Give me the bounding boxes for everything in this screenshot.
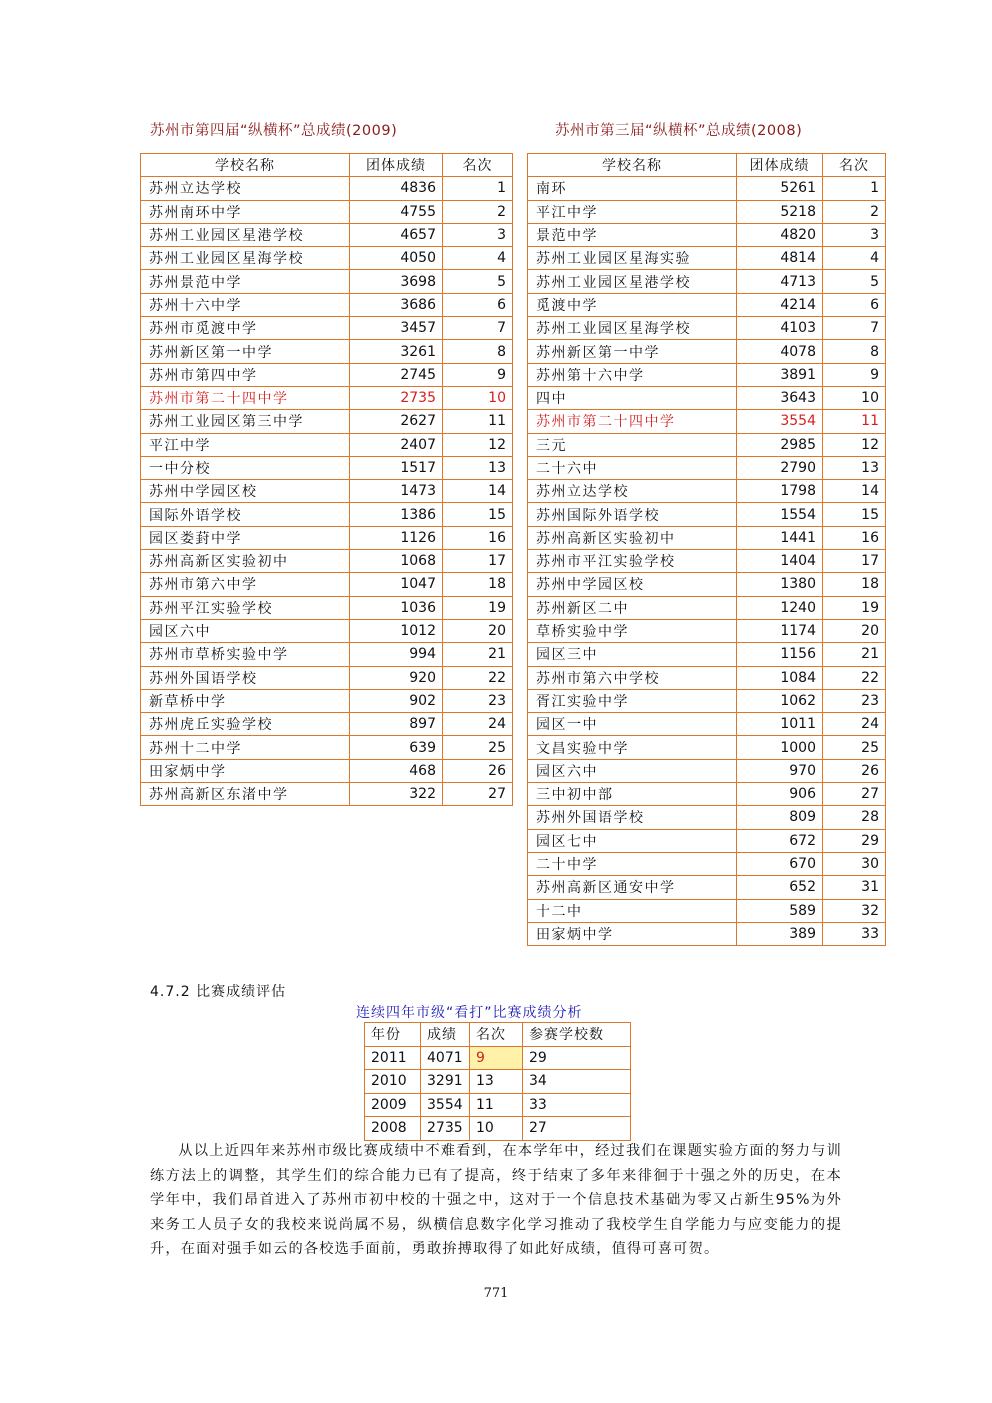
team-score-cell: 1798 bbox=[737, 480, 823, 503]
school-name-cell: 二十中学 bbox=[528, 852, 737, 875]
school-name-cell: 苏州中学园区校 bbox=[141, 480, 350, 503]
rank-cell: 15 bbox=[443, 503, 513, 526]
school-name-cell: 苏州国际外语学校 bbox=[528, 503, 737, 526]
school-name-cell: 苏州工业园区星海学校 bbox=[141, 247, 350, 270]
school-count-cell: 27 bbox=[523, 1117, 631, 1141]
school-name-cell: 苏州工业园区星港学校 bbox=[141, 223, 350, 246]
school-name-cell: 平江中学 bbox=[141, 433, 350, 456]
school-name-cell: 文昌实验中学 bbox=[528, 736, 737, 759]
team-score-cell: 1012 bbox=[350, 619, 443, 642]
table-2009-caption: 苏州市第四届“纵横杯”总成绩(2009) bbox=[150, 123, 398, 139]
school-name-cell: 觅渡中学 bbox=[528, 293, 737, 316]
school-name-cell: 园区六中 bbox=[141, 619, 350, 642]
rank-cell: 23 bbox=[443, 689, 513, 712]
rank-cell: 11 bbox=[470, 1093, 523, 1117]
team-score-cell: 4050 bbox=[350, 247, 443, 270]
rank-cell: 29 bbox=[823, 829, 886, 852]
rank-cell: 25 bbox=[823, 736, 886, 759]
rank-cell: 9 bbox=[470, 1046, 523, 1070]
school-name-cell: 景范中学 bbox=[528, 223, 737, 246]
team-score-cell: 4820 bbox=[737, 223, 823, 246]
rank-cell: 2 bbox=[443, 200, 513, 223]
school-name-cell: 苏州新区第一中学 bbox=[141, 340, 350, 363]
rank-cell: 20 bbox=[823, 619, 886, 642]
rank-cell: 10 bbox=[823, 386, 886, 409]
header-team-score: 团体成绩 bbox=[737, 154, 823, 177]
header-rank: 名次 bbox=[823, 154, 886, 177]
table-row bbox=[528, 456, 886, 479]
school-name-cell: 苏州高新区实验初中 bbox=[141, 550, 350, 573]
team-score-cell: 1174 bbox=[737, 619, 823, 642]
header-rank: 名次 bbox=[470, 1023, 523, 1047]
team-score-cell: 3891 bbox=[737, 363, 823, 386]
team-score-cell: 3698 bbox=[350, 270, 443, 293]
team-score-cell: 809 bbox=[737, 806, 823, 829]
year-cell: 2009 bbox=[365, 1093, 421, 1117]
team-score-cell: 4755 bbox=[350, 200, 443, 223]
rank-cell: 21 bbox=[823, 643, 886, 666]
table-2008-caption: 苏州市第三届“纵横杯”总成绩(2008) bbox=[555, 123, 803, 139]
table-row bbox=[141, 783, 513, 806]
team-score-cell: 4713 bbox=[737, 270, 823, 293]
rank-cell: 6 bbox=[443, 293, 513, 316]
school-name-cell: 胥江实验中学 bbox=[528, 689, 737, 712]
table-row bbox=[528, 200, 886, 223]
rank-cell: 1 bbox=[823, 177, 886, 200]
school-name-cell: 十二中 bbox=[528, 899, 737, 922]
header-rank: 名次 bbox=[443, 154, 513, 177]
table-row bbox=[141, 480, 513, 503]
table-row bbox=[528, 573, 886, 596]
team-score-cell: 1036 bbox=[350, 596, 443, 619]
team-score-cell: 3457 bbox=[350, 317, 443, 340]
rank-cell: 24 bbox=[823, 713, 886, 736]
team-score-cell: 2627 bbox=[350, 410, 443, 433]
rank-cell: 19 bbox=[443, 596, 513, 619]
rank-cell: 31 bbox=[823, 876, 886, 899]
table-row bbox=[141, 363, 513, 386]
rank-cell: 8 bbox=[443, 340, 513, 363]
table-row bbox=[141, 456, 513, 479]
header-school-name: 学校名称 bbox=[528, 154, 737, 177]
table-row bbox=[528, 643, 886, 666]
rank-cell: 1 bbox=[443, 177, 513, 200]
rank-cell: 9 bbox=[443, 363, 513, 386]
team-score-cell: 4814 bbox=[737, 247, 823, 270]
table-row bbox=[528, 899, 886, 922]
team-score-cell: 1380 bbox=[737, 573, 823, 596]
team-score-cell: 639 bbox=[350, 736, 443, 759]
score-cell: 2735 bbox=[421, 1117, 470, 1141]
table-row bbox=[141, 666, 513, 689]
rank-cell: 21 bbox=[443, 643, 513, 666]
rank-cell: 12 bbox=[443, 433, 513, 456]
team-score-cell: 5261 bbox=[737, 177, 823, 200]
team-score-cell: 670 bbox=[737, 852, 823, 875]
rank-cell: 7 bbox=[443, 317, 513, 340]
rank-cell: 22 bbox=[443, 666, 513, 689]
table-row bbox=[141, 177, 513, 200]
table-row bbox=[528, 363, 886, 386]
school-name-cell: 苏州外国语学校 bbox=[141, 666, 350, 689]
school-count-cell: 33 bbox=[523, 1093, 631, 1117]
school-name-cell: 草桥实验中学 bbox=[528, 619, 737, 642]
team-score-cell: 1554 bbox=[737, 503, 823, 526]
year-cell: 2008 bbox=[365, 1117, 421, 1141]
table-row bbox=[528, 340, 886, 363]
school-name-cell: 苏州新区第一中学 bbox=[528, 340, 737, 363]
school-name-cell: 苏州中学园区校 bbox=[528, 573, 737, 596]
school-name-cell: 苏州市第二十四中学 bbox=[141, 386, 350, 409]
rank-cell: 33 bbox=[823, 922, 886, 945]
rank-cell: 19 bbox=[823, 596, 886, 619]
table-row bbox=[528, 480, 886, 503]
team-score-cell: 1386 bbox=[350, 503, 443, 526]
school-name-cell: 苏州第十六中学 bbox=[528, 363, 737, 386]
summary-table bbox=[364, 1022, 631, 1141]
rank-cell: 13 bbox=[443, 456, 513, 479]
rank-cell: 16 bbox=[443, 526, 513, 549]
year-cell: 2010 bbox=[365, 1070, 421, 1094]
school-name-cell: 苏州市平江实验学校 bbox=[528, 550, 737, 573]
team-score-cell: 1404 bbox=[737, 550, 823, 573]
team-score-cell: 2735 bbox=[350, 386, 443, 409]
table-row bbox=[365, 1070, 631, 1094]
school-name-cell: 田家炳中学 bbox=[141, 759, 350, 782]
school-name-cell: 三中初中部 bbox=[528, 783, 737, 806]
table-row bbox=[141, 573, 513, 596]
rank-cell: 23 bbox=[823, 689, 886, 712]
table-row bbox=[528, 550, 886, 573]
header-school-name: 学校名称 bbox=[141, 154, 350, 177]
body-paragraph: 从以上近四年来苏州市级比赛成绩中不难看到，在本学年中，经过我们在课题实验方面的努力与训练方法上的调整，其学生们的综合能力已有了提高，终于结束了多年来徘徊于十强之外的历史，在本学年中，我们昂首进入了苏州市初中校的十强之中，这对于一个信息技术基础为零又占新生95%为外来务工人员子女的我校来说尚属不易，纵横信息数字化学习推动了我校学生自学能力与应变能力的提升，在面对强手如云的各校选手面前，勇敢拚搏取得了如此好成绩，值得可喜可贺。 bbox=[150, 1143, 842, 1257]
school-name-cell: 园区三中 bbox=[528, 643, 737, 666]
school-count-cell: 29 bbox=[523, 1046, 631, 1070]
score-cell: 3291 bbox=[421, 1070, 470, 1094]
school-name-cell: 苏州平江实验学校 bbox=[141, 596, 350, 619]
team-score-cell: 902 bbox=[350, 689, 443, 712]
team-score-cell: 1062 bbox=[737, 689, 823, 712]
rank-cell: 9 bbox=[823, 363, 886, 386]
team-score-cell: 2790 bbox=[737, 456, 823, 479]
table-row bbox=[141, 619, 513, 642]
table-row bbox=[528, 783, 886, 806]
team-score-cell: 1517 bbox=[350, 456, 443, 479]
table-row bbox=[528, 223, 886, 246]
table-row bbox=[528, 177, 886, 200]
school-name-cell: 苏州工业园区星海实验 bbox=[528, 247, 737, 270]
school-name-cell: 平江中学 bbox=[528, 200, 737, 223]
table-row bbox=[528, 666, 886, 689]
team-score-cell: 1068 bbox=[350, 550, 443, 573]
table-row bbox=[528, 410, 886, 433]
team-score-cell: 652 bbox=[737, 876, 823, 899]
school-name-cell: 苏州工业园区星海学校 bbox=[528, 317, 737, 340]
team-score-cell: 1011 bbox=[737, 713, 823, 736]
rank-cell: 5 bbox=[443, 270, 513, 293]
school-name-cell: 园区六中 bbox=[528, 759, 737, 782]
table-row bbox=[528, 806, 886, 829]
team-score-cell: 1240 bbox=[737, 596, 823, 619]
year-cell: 2011 bbox=[365, 1046, 421, 1070]
score-cell: 4071 bbox=[421, 1046, 470, 1070]
summary-table-caption: 连续四年市级“看打”比赛成绩分析 bbox=[356, 1005, 583, 1021]
table-row bbox=[528, 922, 886, 945]
table-row bbox=[528, 270, 886, 293]
table-row bbox=[141, 410, 513, 433]
team-score-cell: 920 bbox=[350, 666, 443, 689]
rank-cell: 11 bbox=[443, 410, 513, 433]
school-name-cell: 一中分校 bbox=[141, 456, 350, 479]
school-name-cell: 新草桥中学 bbox=[141, 689, 350, 712]
team-score-cell: 3643 bbox=[737, 386, 823, 409]
team-score-cell: 5218 bbox=[737, 200, 823, 223]
team-score-cell: 3554 bbox=[737, 410, 823, 433]
score-cell: 3554 bbox=[421, 1093, 470, 1117]
team-score-cell: 589 bbox=[737, 899, 823, 922]
school-name-cell: 四中 bbox=[528, 386, 737, 409]
team-score-cell: 3261 bbox=[350, 340, 443, 363]
rank-cell: 11 bbox=[823, 410, 886, 433]
school-name-cell: 苏州市草桥实验中学 bbox=[141, 643, 350, 666]
table-row bbox=[141, 736, 513, 759]
team-score-cell: 1126 bbox=[350, 526, 443, 549]
team-score-cell: 1156 bbox=[737, 643, 823, 666]
rank-cell: 5 bbox=[823, 270, 886, 293]
rank-cell: 25 bbox=[443, 736, 513, 759]
rank-cell: 24 bbox=[443, 713, 513, 736]
team-score-cell: 1000 bbox=[737, 736, 823, 759]
table-row bbox=[528, 689, 886, 712]
table-row bbox=[141, 526, 513, 549]
school-name-cell: 苏州高新区东渚中学 bbox=[141, 783, 350, 806]
rank-cell: 20 bbox=[443, 619, 513, 642]
rank-cell: 12 bbox=[823, 433, 886, 456]
rank-cell: 27 bbox=[443, 783, 513, 806]
team-score-cell: 994 bbox=[350, 643, 443, 666]
school-name-cell: 苏州外国语学校 bbox=[528, 806, 737, 829]
team-score-cell: 970 bbox=[737, 759, 823, 782]
table-row bbox=[528, 619, 886, 642]
rank-cell: 3 bbox=[823, 223, 886, 246]
team-score-cell: 906 bbox=[737, 783, 823, 806]
school-name-cell: 苏州南环中学 bbox=[141, 200, 350, 223]
school-name-cell: 苏州立达学校 bbox=[141, 177, 350, 200]
table-row bbox=[141, 689, 513, 712]
rank-cell: 17 bbox=[443, 550, 513, 573]
school-name-cell: 苏州工业园区第三中学 bbox=[141, 410, 350, 433]
table-row bbox=[141, 340, 513, 363]
school-name-cell: 苏州十二中学 bbox=[141, 736, 350, 759]
table-row bbox=[528, 503, 886, 526]
table-row bbox=[528, 852, 886, 875]
school-name-cell: 苏州工业园区星港学校 bbox=[528, 270, 737, 293]
rank-cell: 6 bbox=[823, 293, 886, 316]
school-count-cell: 34 bbox=[523, 1070, 631, 1094]
rank-cell: 14 bbox=[443, 480, 513, 503]
rank-cell: 15 bbox=[823, 503, 886, 526]
table-row bbox=[528, 829, 886, 852]
rank-cell: 13 bbox=[470, 1070, 523, 1094]
school-name-cell: 苏州市觅渡中学 bbox=[141, 317, 350, 340]
school-name-cell: 苏州立达学校 bbox=[528, 480, 737, 503]
ranking-table-2008 bbox=[527, 153, 886, 946]
rank-cell: 22 bbox=[823, 666, 886, 689]
rank-cell: 14 bbox=[823, 480, 886, 503]
team-score-cell: 2745 bbox=[350, 363, 443, 386]
rank-cell: 28 bbox=[823, 806, 886, 829]
rank-cell: 17 bbox=[823, 550, 886, 573]
team-score-cell: 322 bbox=[350, 783, 443, 806]
school-name-cell: 南环 bbox=[528, 177, 737, 200]
table-row bbox=[528, 386, 886, 409]
section-heading: 4.7.2 比赛成绩评估 bbox=[150, 984, 287, 1000]
school-name-cell: 苏州景范中学 bbox=[141, 270, 350, 293]
table-row bbox=[365, 1046, 631, 1070]
school-name-cell: 苏州高新区通安中学 bbox=[528, 876, 737, 899]
school-name-cell: 园区一中 bbox=[528, 713, 737, 736]
table-row bbox=[528, 713, 886, 736]
rank-cell: 10 bbox=[470, 1117, 523, 1141]
table-row bbox=[141, 223, 513, 246]
team-score-cell: 4078 bbox=[737, 340, 823, 363]
table-row bbox=[528, 247, 886, 270]
rank-cell: 13 bbox=[823, 456, 886, 479]
team-score-cell: 389 bbox=[737, 922, 823, 945]
rank-cell: 8 bbox=[823, 340, 886, 363]
table-row bbox=[141, 713, 513, 736]
table-row bbox=[141, 270, 513, 293]
rank-cell: 2 bbox=[823, 200, 886, 223]
rank-cell: 30 bbox=[823, 852, 886, 875]
table-row bbox=[528, 759, 886, 782]
table-row bbox=[141, 317, 513, 340]
team-score-cell: 1473 bbox=[350, 480, 443, 503]
table-row bbox=[141, 759, 513, 782]
rank-cell: 4 bbox=[823, 247, 886, 270]
team-score-cell: 4214 bbox=[737, 293, 823, 316]
school-name-cell: 苏州市第四中学 bbox=[141, 363, 350, 386]
rank-cell: 26 bbox=[823, 759, 886, 782]
school-name-cell: 国际外语学校 bbox=[141, 503, 350, 526]
table-row bbox=[141, 247, 513, 270]
table-row bbox=[528, 317, 886, 340]
school-name-cell: 苏州市第六中学 bbox=[141, 573, 350, 596]
header-year: 年份 bbox=[365, 1023, 421, 1047]
page-number: 771 bbox=[483, 1286, 509, 1301]
rank-cell: 10 bbox=[443, 386, 513, 409]
table-row bbox=[141, 293, 513, 316]
school-name-cell: 苏州市第六中学校 bbox=[528, 666, 737, 689]
table-row bbox=[528, 293, 886, 316]
table-row bbox=[141, 386, 513, 409]
table-row bbox=[528, 433, 886, 456]
school-name-cell: 苏州市第二十四中学 bbox=[528, 410, 737, 433]
rank-cell: 27 bbox=[823, 783, 886, 806]
team-score-cell: 1084 bbox=[737, 666, 823, 689]
school-name-cell: 苏州十六中学 bbox=[141, 293, 350, 316]
rank-cell: 26 bbox=[443, 759, 513, 782]
table-row bbox=[528, 736, 886, 759]
table-row bbox=[528, 526, 886, 549]
table-row bbox=[141, 596, 513, 619]
school-name-cell: 苏州高新区实验初中 bbox=[528, 526, 737, 549]
table-row bbox=[528, 596, 886, 619]
team-score-cell: 1441 bbox=[737, 526, 823, 549]
school-name-cell: 田家炳中学 bbox=[528, 922, 737, 945]
header-school-count: 参赛学校数 bbox=[523, 1023, 631, 1047]
table-row bbox=[141, 643, 513, 666]
team-score-cell: 1047 bbox=[350, 573, 443, 596]
rank-cell: 18 bbox=[443, 573, 513, 596]
header-team-score: 团体成绩 bbox=[350, 154, 443, 177]
school-name-cell: 二十六中 bbox=[528, 456, 737, 479]
school-name-cell: 三元 bbox=[528, 433, 737, 456]
rank-cell: 3 bbox=[443, 223, 513, 246]
school-name-cell: 园区七中 bbox=[528, 829, 737, 852]
team-score-cell: 4836 bbox=[350, 177, 443, 200]
rank-cell: 7 bbox=[823, 317, 886, 340]
table-row bbox=[365, 1093, 631, 1117]
table-row bbox=[141, 550, 513, 573]
table-row bbox=[141, 503, 513, 526]
team-score-cell: 2985 bbox=[737, 433, 823, 456]
table-row bbox=[141, 200, 513, 223]
school-name-cell: 苏州虎丘实验学校 bbox=[141, 713, 350, 736]
school-name-cell: 苏州新区二中 bbox=[528, 596, 737, 619]
table-row bbox=[141, 433, 513, 456]
rank-cell: 32 bbox=[823, 899, 886, 922]
ranking-table-2009 bbox=[140, 153, 513, 806]
team-score-cell: 672 bbox=[737, 829, 823, 852]
rank-cell: 18 bbox=[823, 573, 886, 596]
team-score-cell: 2407 bbox=[350, 433, 443, 456]
header-score: 成绩 bbox=[421, 1023, 470, 1047]
team-score-cell: 4657 bbox=[350, 223, 443, 246]
table-row bbox=[365, 1117, 631, 1141]
table-row bbox=[528, 876, 886, 899]
team-score-cell: 3686 bbox=[350, 293, 443, 316]
team-score-cell: 897 bbox=[350, 713, 443, 736]
team-score-cell: 468 bbox=[350, 759, 443, 782]
school-name-cell: 园区娄葑中学 bbox=[141, 526, 350, 549]
rank-cell: 16 bbox=[823, 526, 886, 549]
team-score-cell: 4103 bbox=[737, 317, 823, 340]
rank-cell: 4 bbox=[443, 247, 513, 270]
